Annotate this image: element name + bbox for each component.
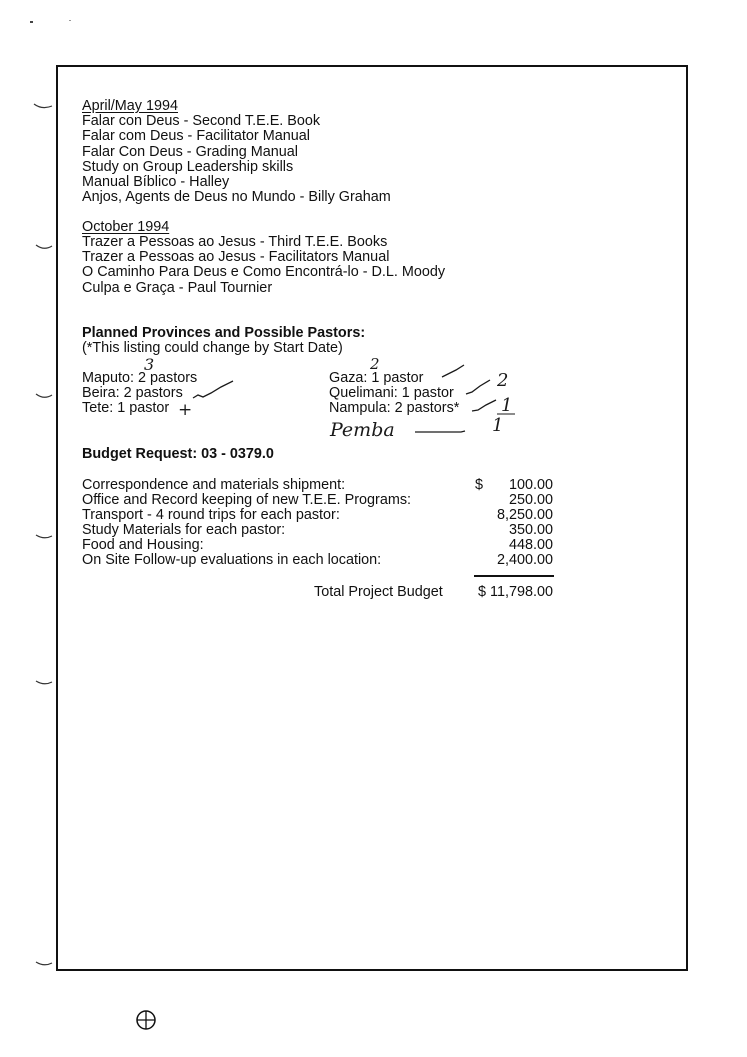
october-heading: October 1994 [82,219,170,235]
total-label: Total Project Budget [314,584,443,600]
handwritten-pemba-label: Pemba [330,419,395,441]
budget-heading: Budget Request: 03 - 0379.0 [82,446,274,462]
budget-item-amount: 250.00 [508,492,553,508]
province-gaza: Gaza: 1 pastor [329,370,424,386]
handwritten-gaza-note: 2 [370,355,380,373]
budget-item-label: Correspondence and materials shipment: [82,477,346,493]
province-tete: Tete: 1 pastor [82,400,170,416]
book-item: Manual Bíblico - Halley [82,174,230,190]
handwritten-maputo-note: 3 [144,355,155,374]
budget-item-label: Food and Housing: [82,537,204,553]
provinces-heading: Planned Provinces and Possible Pastors: [82,325,366,341]
book-item: Study on Group Leadership skills [82,159,294,175]
handwritten-nampula-note: 1 [501,395,513,416]
handwritten-tete-mark: + [178,400,193,420]
province-quelimani: Quelimani: 1 pastor [329,385,454,401]
province-nampula: Nampula: 2 pastors* [329,400,460,416]
book-item: Trazer a Pessoas ao Jesus - Third T.E.E. Books [82,234,388,250]
book-item: Anjos, Agents de Deus no Mundo - Billy Graham [82,189,391,205]
budget-item-label: Study Materials for each pastor: [82,522,286,538]
april-may-heading: April/May 1994 [82,98,178,114]
budget-item-label: On Site Follow-up evaluations in each location: [82,552,382,568]
total-amount: $ 11,798.00 [478,584,553,600]
book-item: Falar con Deus - Second T.E.E. Book [82,113,321,129]
province-beira: Beira: 2 pastors [82,385,183,401]
book-item: Falar Con Deus - Grading Manual [82,144,298,160]
budget-item-amount: 448.00 [508,537,553,553]
budget-item-amount: 8,250.00 [496,507,553,523]
province-maputo: Maputo: 2 pastors [82,370,198,386]
budget-item-amount: 350.00 [508,522,553,538]
total-divider [474,575,554,577]
book-item: Culpa e Graça - Paul Tournier [82,280,273,296]
currency-symbol: $ [475,477,484,493]
budget-item-label: Office and Record keeping of new T.E.E. Programs: [82,492,412,508]
handwritten-pemba-note: 1 [492,415,504,436]
handwritten-quelimani-note: 2 [497,370,509,391]
book-item: Trazer a Pessoas ao Jesus - Facilitators Manual [82,249,390,265]
book-item: O Caminho Para Deus e Como Encontrá-lo - D.L. Moody [82,264,446,280]
book-item: Falar com Deus - Facilitator Manual [82,128,310,144]
budget-item-amount: 100.00 [508,477,553,493]
budget-item-amount: 2,400.00 [496,552,553,568]
budget-item-label: Transport - 4 round trips for each pastor: [82,507,340,523]
provinces-note: (*This listing could change by Start Date) [82,340,343,356]
